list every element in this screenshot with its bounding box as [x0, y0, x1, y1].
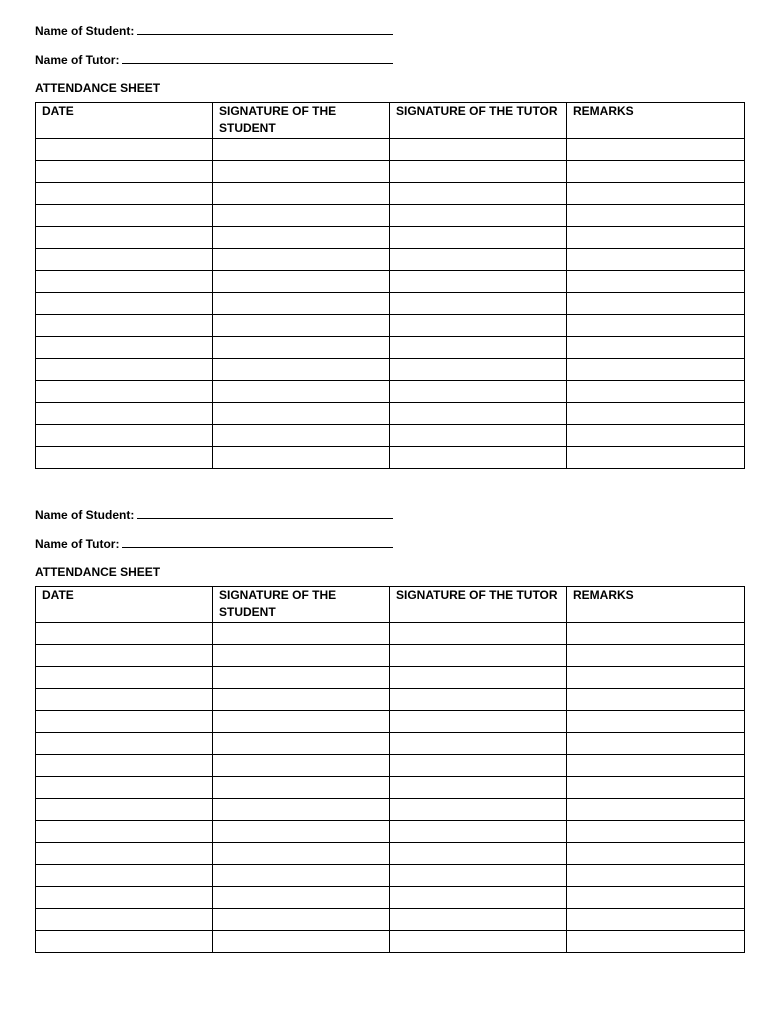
table-row	[36, 799, 745, 821]
remarks-cell[interactable]	[567, 821, 745, 843]
remarks-cell[interactable]	[567, 667, 745, 689]
table-row	[36, 447, 745, 469]
student-signature-cell[interactable]	[213, 359, 390, 381]
student-signature-cell[interactable]	[213, 447, 390, 469]
table-row	[36, 623, 745, 645]
remarks-cell[interactable]	[567, 403, 745, 425]
tutor-signature-cell[interactable]	[390, 337, 567, 359]
table-header-row	[36, 103, 745, 139]
table-header-row	[36, 587, 745, 623]
tutor-signature-cell[interactable]	[390, 293, 567, 315]
student-signature-cell[interactable]	[213, 711, 390, 733]
tutor-signature-cell[interactable]	[390, 271, 567, 293]
student-signature-cell[interactable]	[213, 689, 390, 711]
column-header-date: DATE	[36, 587, 213, 623]
table-row	[36, 711, 745, 733]
tutor-signature-cell[interactable]	[390, 843, 567, 865]
table-row	[36, 139, 745, 161]
student-signature-cell[interactable]	[213, 381, 390, 403]
student-signature-cell[interactable]	[213, 337, 390, 359]
attendance-table-body	[36, 139, 745, 469]
tutor-signature-cell[interactable]	[390, 931, 567, 953]
column-header-remarks: REMARKS	[567, 103, 745, 139]
attendance-form-1	[35, 22, 744, 469]
student-signature-cell[interactable]	[213, 293, 390, 315]
student-signature-cell[interactable]	[213, 403, 390, 425]
table-row	[36, 909, 745, 931]
table-row	[36, 689, 745, 711]
attendance-form-2	[35, 506, 744, 953]
sheet-title: ATTENDANCE SHEET	[35, 565, 161, 579]
student-signature-cell[interactable]	[213, 887, 390, 909]
table-row	[36, 183, 745, 205]
attendance-table	[35, 102, 745, 469]
table-row	[36, 887, 745, 909]
student-signature-cell[interactable]	[213, 271, 390, 293]
remarks-cell[interactable]	[567, 755, 745, 777]
tutor-signature-cell[interactable]	[390, 733, 567, 755]
table-row	[36, 667, 745, 689]
table-row	[36, 645, 745, 667]
tutor-name-blank-line[interactable]	[122, 51, 393, 64]
tutor-signature-cell[interactable]	[390, 425, 567, 447]
table-row	[36, 777, 745, 799]
student-name-field	[35, 22, 744, 39]
remarks-cell[interactable]	[567, 249, 745, 271]
student-signature-cell[interactable]	[213, 425, 390, 447]
tutor-signature-cell[interactable]	[390, 909, 567, 931]
student-signature-cell[interactable]	[213, 821, 390, 843]
student-signature-cell[interactable]	[213, 161, 390, 183]
table-row	[36, 359, 745, 381]
remarks-cell[interactable]	[567, 425, 745, 447]
date-cell[interactable]	[36, 293, 213, 315]
table-row	[36, 403, 745, 425]
tutor-signature-cell[interactable]	[390, 183, 567, 205]
date-cell[interactable]	[36, 777, 213, 799]
remarks-cell[interactable]	[567, 161, 745, 183]
table-row	[36, 425, 745, 447]
student-name-field	[35, 506, 744, 523]
remarks-cell[interactable]	[567, 381, 745, 403]
table-row	[36, 227, 745, 249]
tutor-signature-cell[interactable]	[390, 667, 567, 689]
date-cell[interactable]	[36, 887, 213, 909]
tutor-name-label: Name of Tutor:	[35, 53, 120, 67]
table-row	[36, 315, 745, 337]
tutor-signature-cell[interactable]	[390, 623, 567, 645]
tutor-signature-cell[interactable]	[390, 887, 567, 909]
column-header-student-signature: SIGNATURE OF THE STUDENT	[213, 587, 390, 623]
student-signature-cell[interactable]	[213, 623, 390, 645]
date-cell[interactable]	[36, 799, 213, 821]
student-signature-cell[interactable]	[213, 755, 390, 777]
date-cell[interactable]	[36, 205, 213, 227]
tutor-signature-cell[interactable]	[390, 161, 567, 183]
attendance-table	[35, 586, 745, 953]
remarks-cell[interactable]	[567, 337, 745, 359]
date-cell[interactable]	[36, 359, 213, 381]
date-cell[interactable]	[36, 381, 213, 403]
table-row	[36, 293, 745, 315]
remarks-cell[interactable]	[567, 293, 745, 315]
student-signature-cell[interactable]	[213, 205, 390, 227]
column-header-remarks: REMARKS	[567, 587, 745, 623]
tutor-signature-cell[interactable]	[390, 403, 567, 425]
table-row	[36, 337, 745, 359]
date-cell[interactable]	[36, 139, 213, 161]
table-row	[36, 381, 745, 403]
tutor-signature-cell[interactable]	[390, 755, 567, 777]
remarks-cell[interactable]	[567, 689, 745, 711]
tutor-signature-cell[interactable]	[390, 821, 567, 843]
date-cell[interactable]	[36, 645, 213, 667]
student-signature-cell[interactable]	[213, 667, 390, 689]
date-cell[interactable]	[36, 161, 213, 183]
date-cell[interactable]	[36, 711, 213, 733]
date-cell[interactable]	[36, 271, 213, 293]
tutor-signature-cell[interactable]	[390, 711, 567, 733]
student-name-label: Name of Student:	[35, 24, 135, 38]
tutor-signature-cell[interactable]	[390, 227, 567, 249]
tutor-signature-cell[interactable]	[390, 689, 567, 711]
tutor-signature-cell[interactable]	[390, 447, 567, 469]
tutor-signature-cell[interactable]	[390, 139, 567, 161]
remarks-cell[interactable]	[567, 931, 745, 953]
student-signature-cell[interactable]	[213, 315, 390, 337]
column-header-tutor-signature: SIGNATURE OF THE TUTOR	[390, 103, 567, 139]
tutor-name-label: Name of Tutor:	[35, 537, 120, 551]
student-signature-cell[interactable]	[213, 249, 390, 271]
table-row	[36, 843, 745, 865]
table-row	[36, 821, 745, 843]
student-signature-cell[interactable]	[213, 645, 390, 667]
student-signature-cell[interactable]	[213, 733, 390, 755]
remarks-cell[interactable]	[567, 227, 745, 249]
date-cell[interactable]	[36, 227, 213, 249]
tutor-signature-cell[interactable]	[390, 205, 567, 227]
date-cell[interactable]	[36, 931, 213, 953]
tutor-name-field	[35, 535, 744, 552]
date-cell[interactable]	[36, 249, 213, 271]
date-cell[interactable]	[36, 755, 213, 777]
table-row	[36, 205, 745, 227]
column-header-student-signature: SIGNATURE OF THE STUDENT	[213, 103, 390, 139]
date-cell[interactable]	[36, 843, 213, 865]
remarks-cell[interactable]	[567, 183, 745, 205]
date-cell[interactable]	[36, 733, 213, 755]
date-cell[interactable]	[36, 909, 213, 931]
student-signature-cell[interactable]	[213, 777, 390, 799]
tutor-signature-cell[interactable]	[390, 315, 567, 337]
student-name-blank-line[interactable]	[137, 22, 393, 35]
table-row	[36, 865, 745, 887]
remarks-cell[interactable]	[567, 909, 745, 931]
remarks-cell[interactable]	[567, 733, 745, 755]
remarks-cell[interactable]	[567, 777, 745, 799]
remarks-cell[interactable]	[567, 799, 745, 821]
date-cell[interactable]	[36, 447, 213, 469]
tutor-name-field	[35, 51, 744, 68]
tutor-signature-cell[interactable]	[390, 799, 567, 821]
remarks-cell[interactable]	[567, 139, 745, 161]
table-row	[36, 249, 745, 271]
date-cell[interactable]	[36, 689, 213, 711]
remarks-cell[interactable]	[567, 271, 745, 293]
date-cell[interactable]	[36, 667, 213, 689]
date-cell[interactable]	[36, 623, 213, 645]
student-signature-cell[interactable]	[213, 931, 390, 953]
remarks-cell[interactable]	[567, 315, 745, 337]
student-name-label: Name of Student:	[35, 508, 135, 522]
date-cell[interactable]	[36, 337, 213, 359]
student-signature-cell[interactable]	[213, 909, 390, 931]
remarks-cell[interactable]	[567, 359, 745, 381]
tutor-signature-cell[interactable]	[390, 359, 567, 381]
attendance-table-body	[36, 623, 745, 953]
remarks-cell[interactable]	[567, 645, 745, 667]
remarks-cell[interactable]	[567, 623, 745, 645]
table-row	[36, 271, 745, 293]
date-cell[interactable]	[36, 315, 213, 337]
tutor-signature-cell[interactable]	[390, 865, 567, 887]
student-signature-cell[interactable]	[213, 227, 390, 249]
tutor-signature-cell[interactable]	[390, 777, 567, 799]
column-header-date: DATE	[36, 103, 213, 139]
date-cell[interactable]	[36, 183, 213, 205]
tutor-signature-cell[interactable]	[390, 249, 567, 271]
student-signature-cell[interactable]	[213, 139, 390, 161]
table-row	[36, 733, 745, 755]
date-cell[interactable]	[36, 821, 213, 843]
remarks-cell[interactable]	[567, 865, 745, 887]
student-signature-cell[interactable]	[213, 183, 390, 205]
table-row	[36, 755, 745, 777]
table-row	[36, 931, 745, 953]
column-header-tutor-signature: SIGNATURE OF THE TUTOR	[390, 587, 567, 623]
table-row	[36, 161, 745, 183]
tutor-name-blank-line[interactable]	[122, 535, 393, 548]
remarks-cell[interactable]	[567, 205, 745, 227]
student-signature-cell[interactable]	[213, 865, 390, 887]
date-cell[interactable]	[36, 865, 213, 887]
tutor-signature-cell[interactable]	[390, 645, 567, 667]
remarks-cell[interactable]	[567, 843, 745, 865]
student-signature-cell[interactable]	[213, 799, 390, 821]
date-cell[interactable]	[36, 425, 213, 447]
date-cell[interactable]	[36, 403, 213, 425]
remarks-cell[interactable]	[567, 887, 745, 909]
sheet-title: ATTENDANCE SHEET	[35, 81, 161, 95]
remarks-cell[interactable]	[567, 711, 745, 733]
student-signature-cell[interactable]	[213, 843, 390, 865]
remarks-cell[interactable]	[567, 447, 745, 469]
student-name-blank-line[interactable]	[137, 506, 393, 519]
tutor-signature-cell[interactable]	[390, 381, 567, 403]
